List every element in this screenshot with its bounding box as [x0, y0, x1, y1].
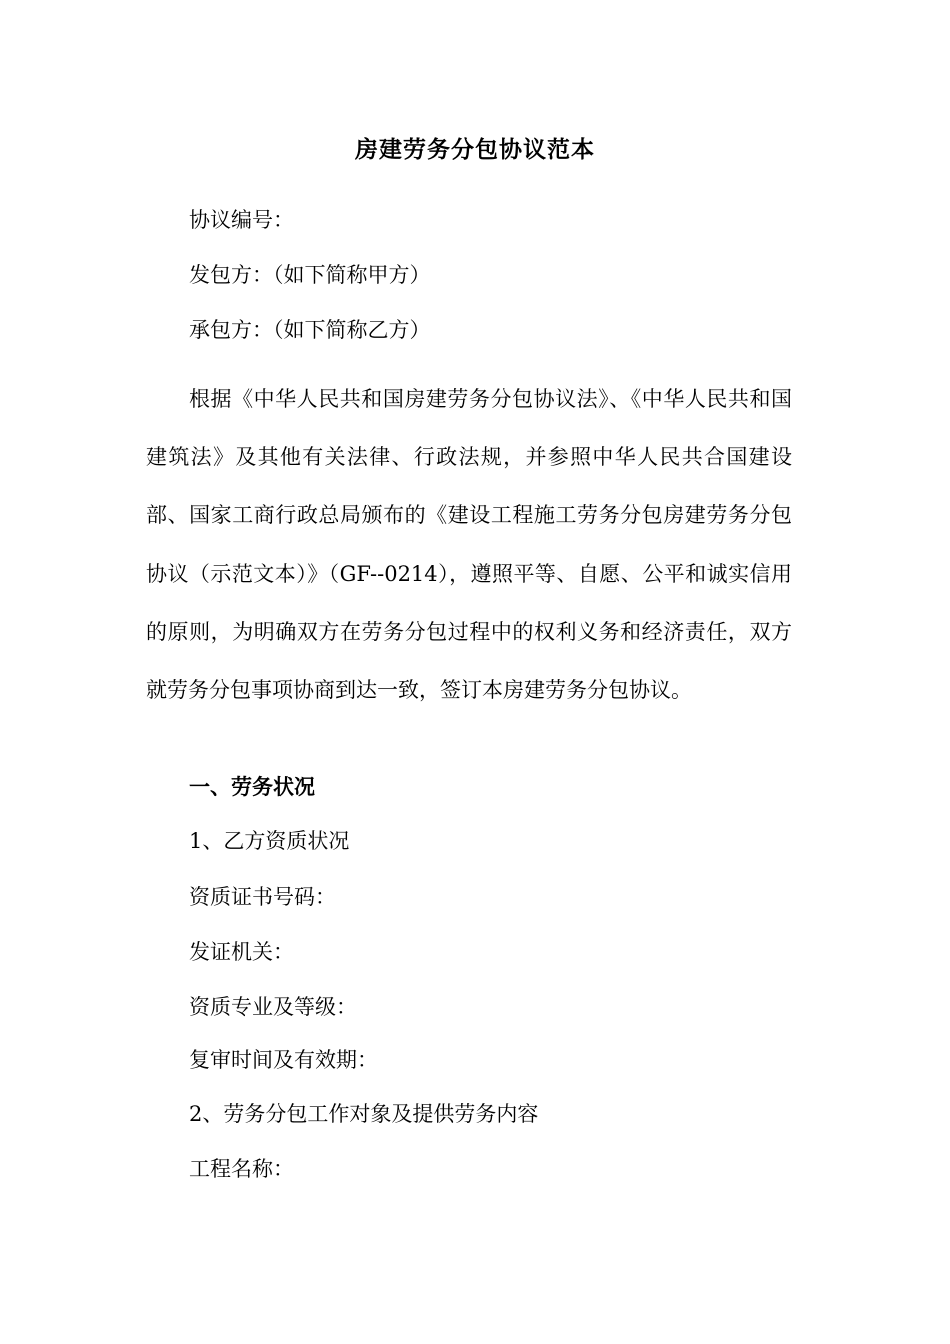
qualification-level-label: 资质专业及等级： — [189, 995, 357, 1019]
cert-number-label: 资质证书号码： — [189, 885, 336, 909]
project-name-label: 工程名称： — [189, 1157, 294, 1181]
section-heading-labor-status: 一、劳务状况 — [189, 774, 315, 799]
item-work-scope: 2、劳务分包工作对象及提供劳务内容 — [189, 1102, 539, 1126]
contractor-line: 发包方：（如下简称甲方） — [189, 263, 431, 287]
preamble-paragraph: 根据《中华人民共和国房建劳务分包协议法》、《中华人民共和国建筑法》及其他有关法律、行政法规，并参照中华人民共合国建设部、国家工商行政总局颁布的《建设工程施工劳务分包房建劳务分包协议（示范文本）》（GF--0214），遵照平等、自愿、公平和诚实信用的原则，为明确双方在劳务分包过程中的权利义务和经济责任，双方就劳务分包事项协商到达一致，签订本房建劳务分包协议。 — [146, 387, 792, 703]
item-qualification-status: 1、乙方资质状况 — [189, 829, 350, 853]
document-title: 房建劳务分包协议范本 — [355, 136, 595, 163]
subcontractor-line: 承包方：（如下简称乙方） — [189, 318, 431, 342]
review-validity-label: 复审时间及有效期： — [189, 1048, 378, 1072]
issuing-authority-label: 发证机关： — [189, 940, 294, 964]
agreement-number-label: 协议编号： — [189, 208, 294, 232]
